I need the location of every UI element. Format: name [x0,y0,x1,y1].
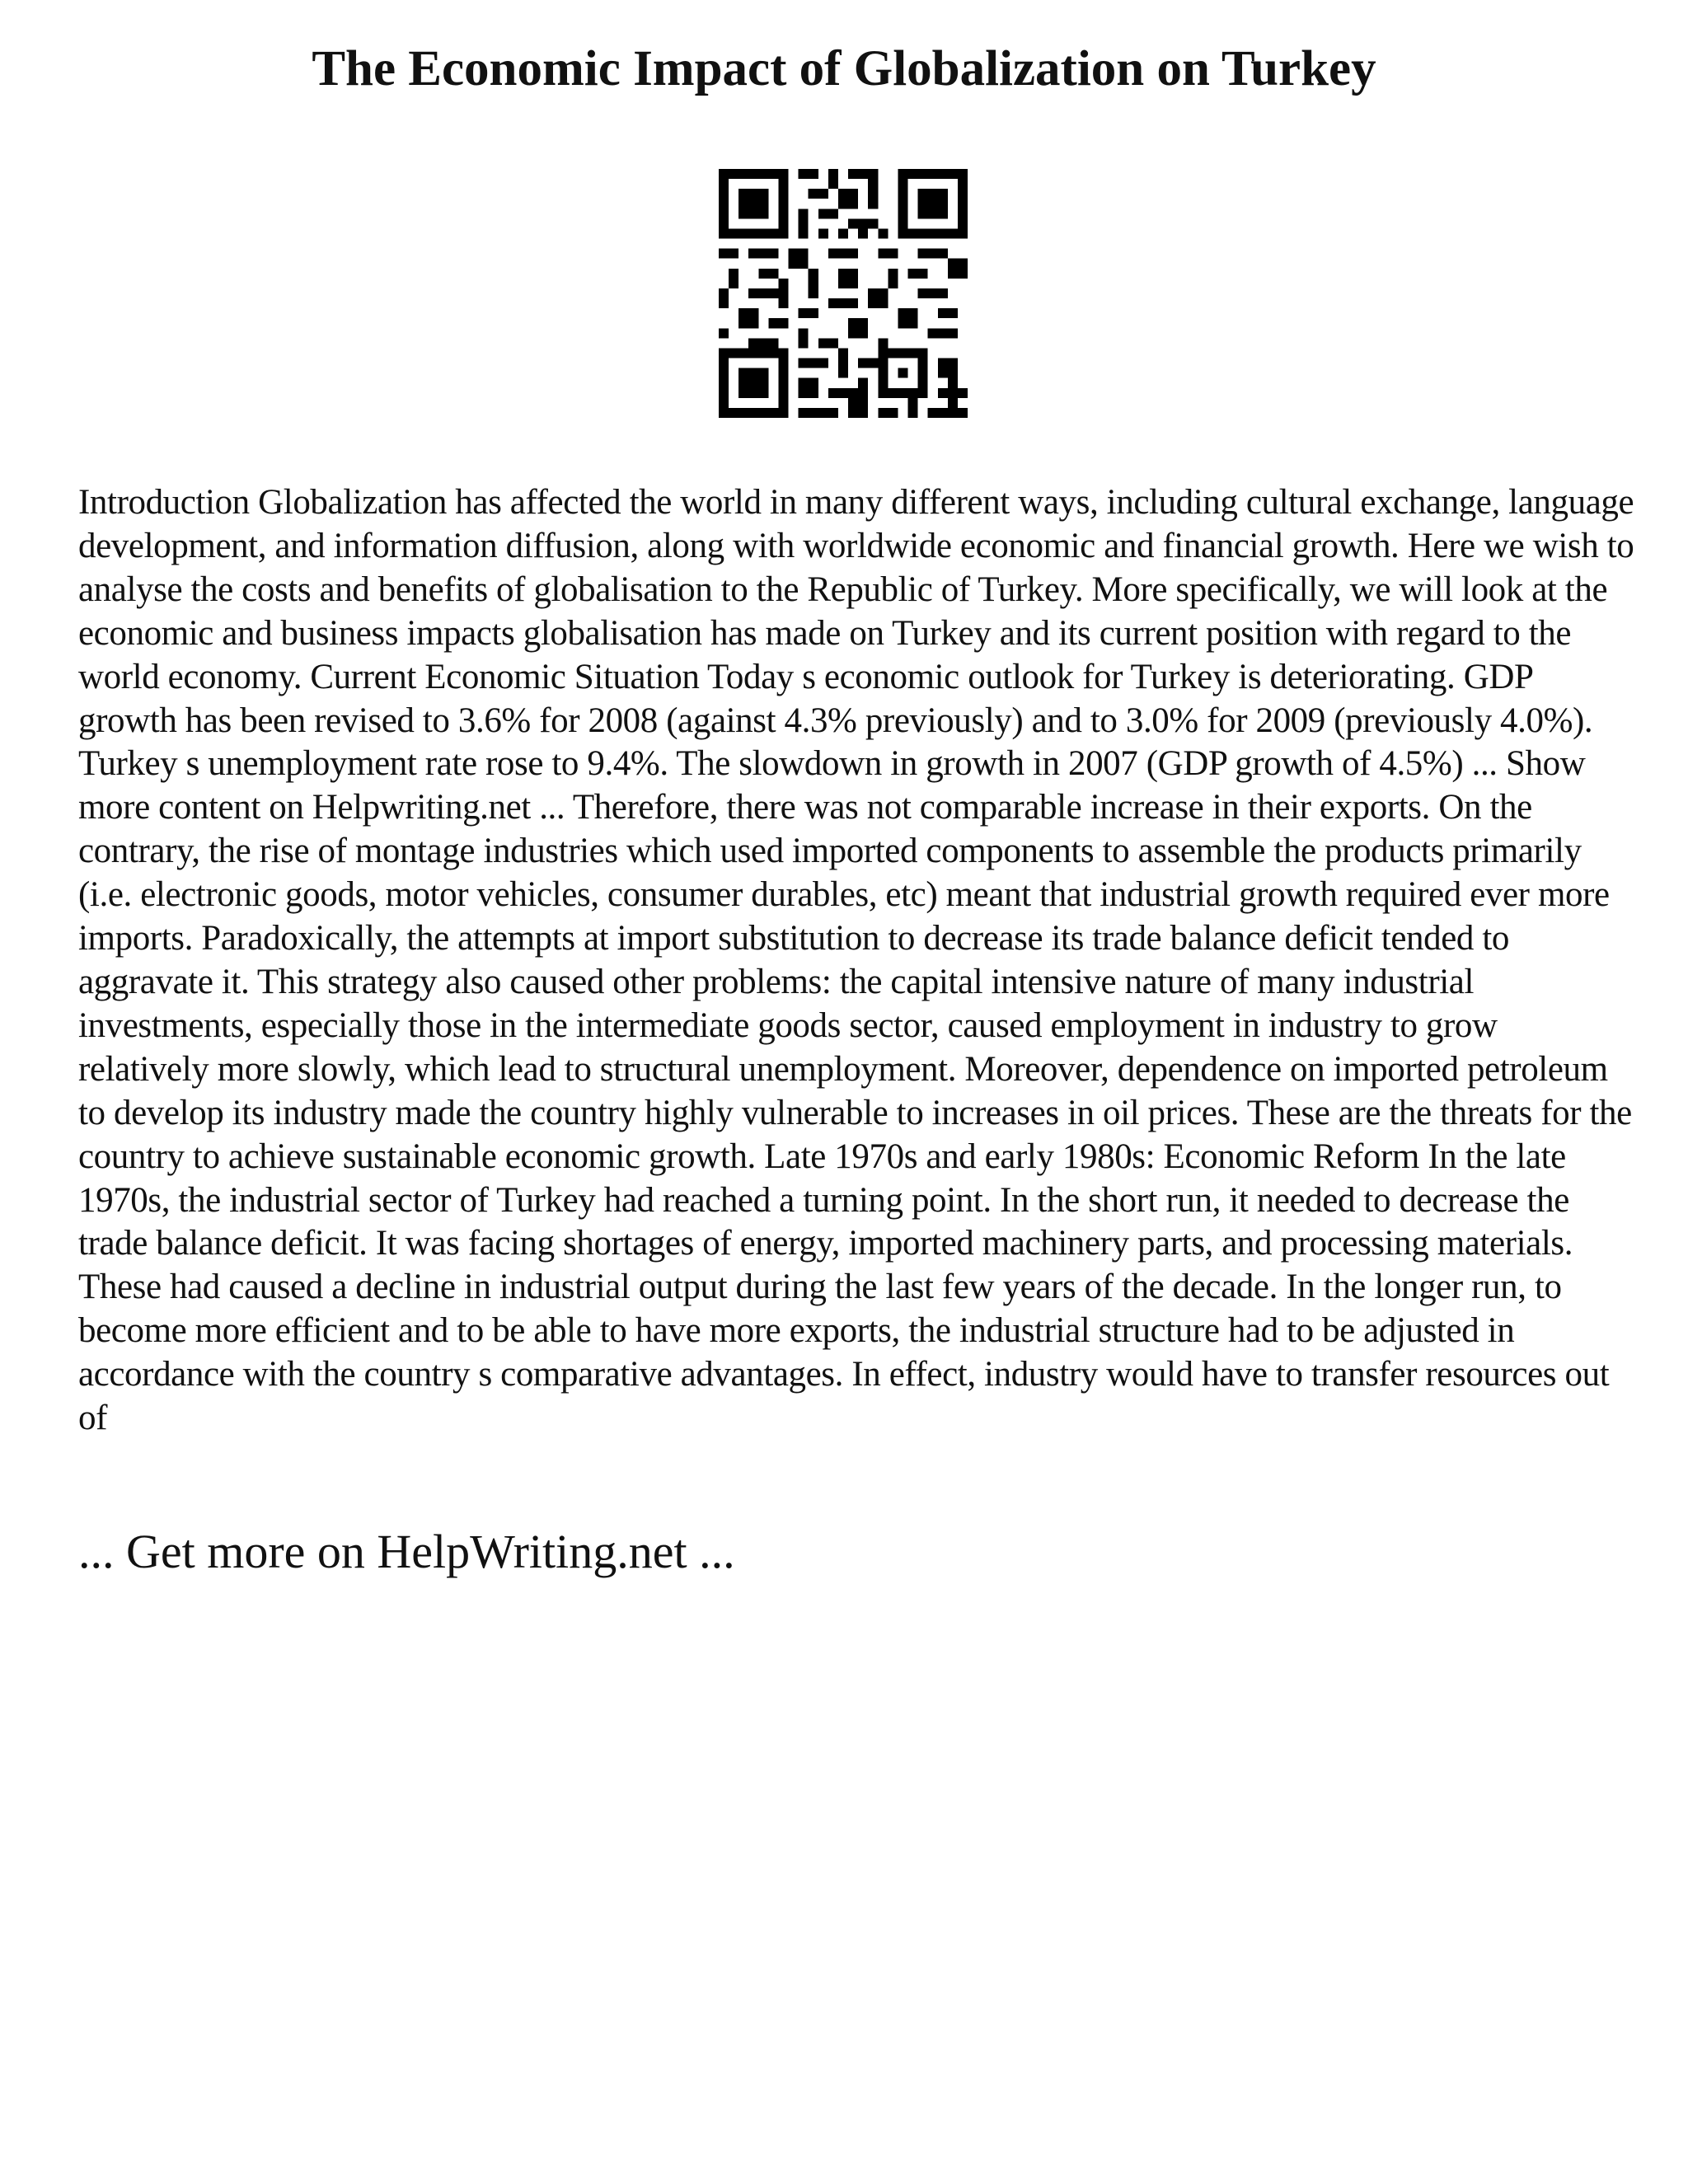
qr-code-icon [719,169,968,418]
document-title: The Economic Impact of Globalization on Turkey [312,41,1376,96]
get-more-link[interactable]: ... Get more on HelpWriting.net ... [78,1525,735,1578]
document-body-text: Introduction Globalization has affected the world in many different ways, including cultural exchange, language development, and information diffusion, along with worldwide economic and financial growth. Here we wish to analyse the costs and benefits of globalisation to the Republic of Turkey. More specifically, we will look at the economic and business impacts globalisation has made on Turkey and its current position with regard to the world economy. Current Economic Situation Today s economic outlook for Turkey is deteriorating. GDP growth has been revised to 3.6% for 2008 (against 4.3% previously) and to 3.0% for 2009 (previously 4.0%). Turkey s unemployment rate rose to 9.4%. The slowdown in growth in 2007 (GDP growth of 4.5%) ... Show more content on Helpwriting.net ... Therefore, there was not comparable increase in their exports. On the contrary, the rise of montage industries which used imported components to assemble the products primarily (i.e. electronic goods, motor vehicles, consumer durables, etc) meant that industrial growth required ever more imports. Paradoxically, the attempts at import substitution to decrease its trade balance deficit tended to aggravate it. This strategy also caused other problems: the capital intensive nature of many industrial investments, especially those in the intermediate goods sector, caused employment in industry to grow relatively more slowly, which lead to structural unemployment. Moreover, dependence on imported petroleum to develop its industry made the country highly vulnerable to increases in oil prices. These are the threats for the country to achieve sustainable economic growth. Late 1970s and early 1980s: Economic Reform In the late 1970s, the industrial sector of Turkey had reached a turning point. In the short run, it needed to decrease the trade balance deficit. It was facing shortages of energy, imported machinery parts, and processing materials. These had caused a decline in industrial output during the last few years of the decade. In the longer run, to become more efficient and to be able to have more exports, the industrial structure had to be adjusted in accordance with the country s comparative advantages. In effect, industry would have to transfer resources out of [78,483,1634,1438]
